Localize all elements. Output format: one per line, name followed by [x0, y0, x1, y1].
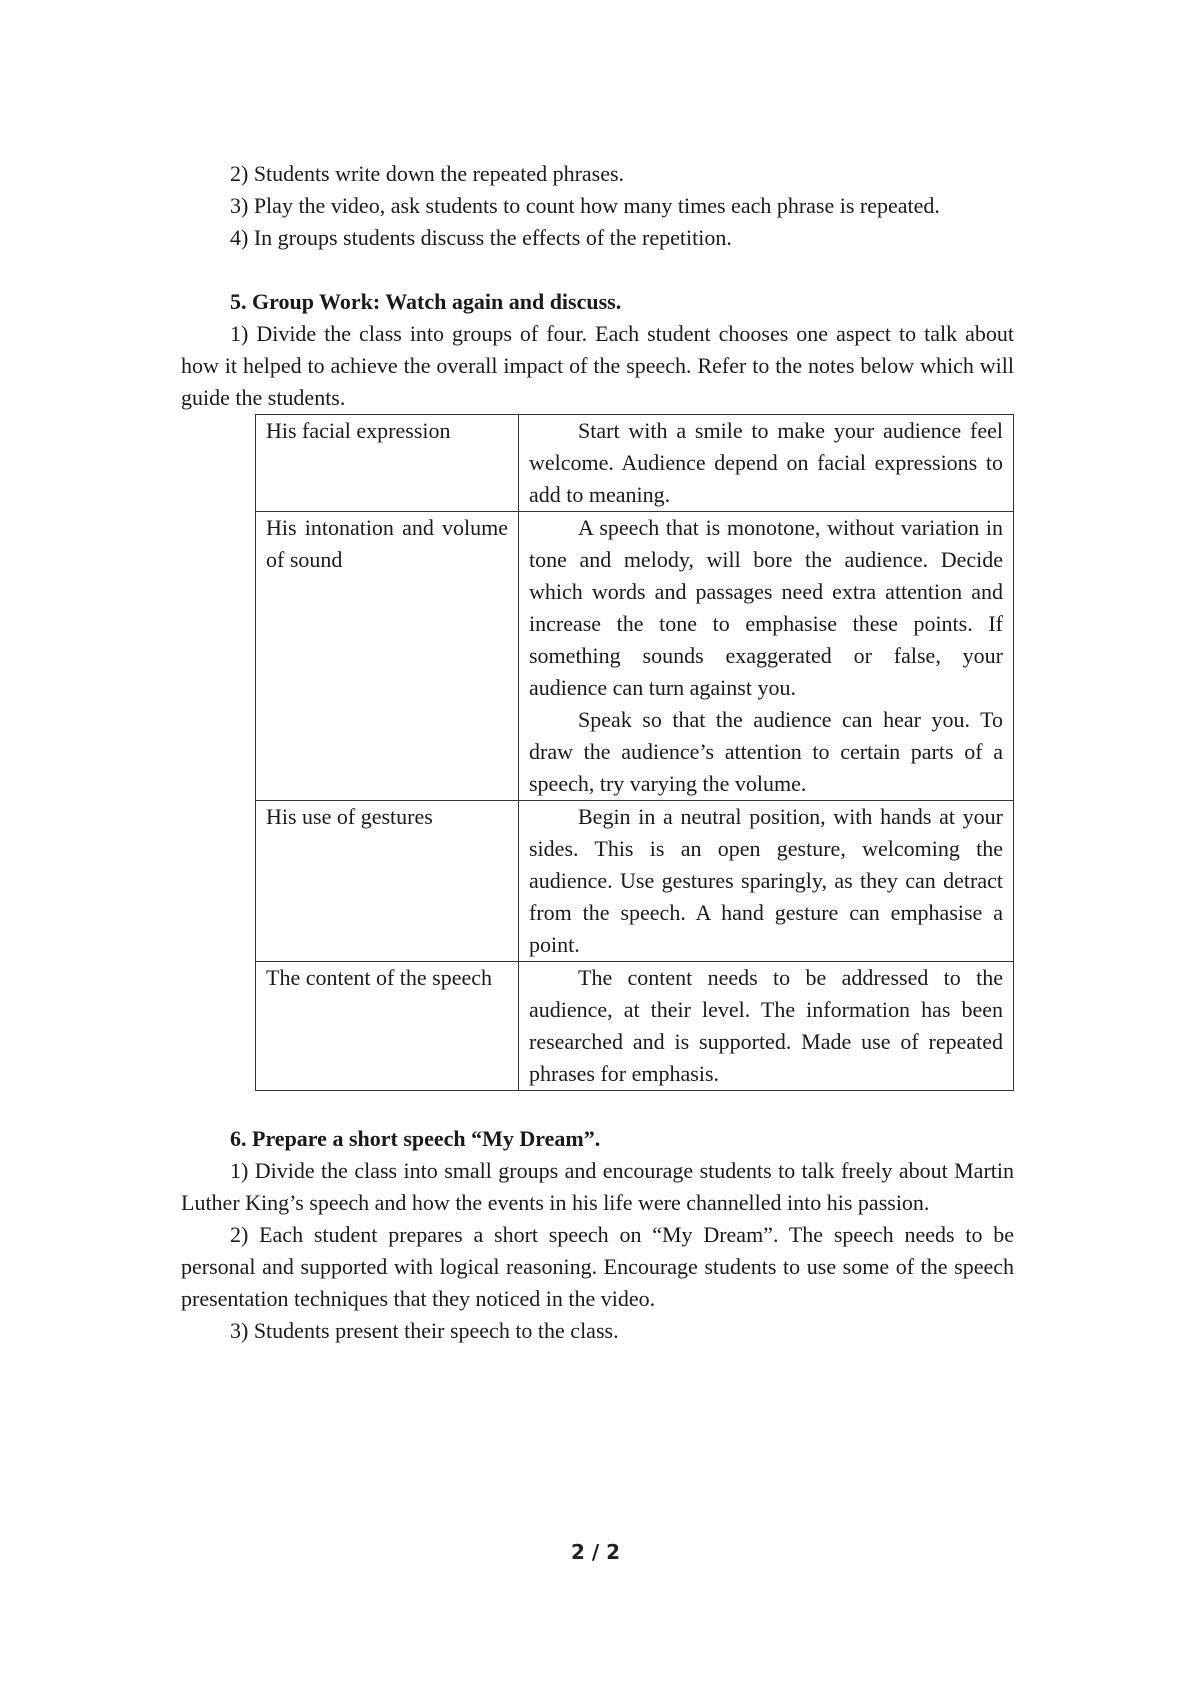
table-row: [256, 512, 1014, 801]
aspect-cell: [256, 512, 519, 801]
intro-step: 3) Play the video, ask students to count how many times each phrase is repeated.: [230, 193, 940, 218]
aspect-label: His facial expression: [266, 418, 451, 443]
intro-step: 2) Students write down the repeated phrases.: [230, 161, 625, 186]
section-6-step: 3) Students present their speech to the class.: [230, 1318, 619, 1343]
aspect-cell: [256, 962, 519, 1091]
page-content: [181, 158, 1014, 1347]
page-number: 2 / 2: [570, 1540, 621, 1564]
note-cell: [519, 962, 1014, 1091]
section-5-paragraph: 1) Divide the class into groups of four. Each student chooses one aspect to talk about how it helped to achieve the overall impact of the speech. Refer to the notes below which will guide the students.: [181, 321, 1014, 410]
intro-step: 4) In groups students discuss the effects of the repetition.: [230, 225, 732, 250]
spacer: [181, 254, 1014, 286]
note-cell: [519, 512, 1014, 801]
note-cell: [519, 801, 1014, 962]
aspect-cell: [256, 801, 519, 962]
table-row: [256, 962, 1014, 1091]
note-paragraph: Speak so that the audience can hear you. To draw the audience’s attention to certain parts of a speech, try varying the volume.: [529, 707, 1003, 796]
aspect-label: The content of the speech: [266, 965, 493, 990]
section-6-heading: 6. Prepare a short speech “My Dream”.: [230, 1126, 601, 1151]
speech-notes-table: [255, 414, 1014, 1091]
note-paragraph: The content needs to be addressed to the audience, at their level. The information has been researched and is supported. Made use of repeated phrases for emphasis.: [529, 965, 1003, 1086]
table-row: [256, 415, 1014, 512]
note-paragraph: Start with a smile to make your audience feel welcome. Audience depend on facial expressions to add to meaning.: [529, 418, 1003, 507]
table-row: [256, 801, 1014, 962]
note-paragraph: Begin in a neutral position, with hands at your sides. This is an open gesture, welcoming the audience. Use gestures sparingly, as they can detract from the speech. A hand gesture can emphasise a point.: [529, 804, 1003, 957]
section-6-step: 2) Each student prepares a short speech on “My Dream”. The speech needs to be personal and supported with logical reasoning. Encourage students to use some of the speech presentation techniques that they noticed in the video.: [181, 1222, 1014, 1311]
spacer: [181, 1091, 1014, 1123]
section-6-step: 1) Divide the class into small groups and encourage students to talk freely about Martin Luther King’s speech and how the events in his life were channelled into his passion.: [181, 1158, 1014, 1215]
note-cell: [519, 415, 1014, 512]
section-5-heading: 5. Group Work: Watch again and discuss.: [230, 289, 622, 314]
aspect-label: His intonation and volume of sound: [266, 515, 508, 572]
note-paragraph: A speech that is monotone, without variation in tone and melody, will bore the audience. Decide which words and passages need extra attention and increase the tone to emphasise these points. If something sounds exaggerated or false, your audience can turn against you.: [529, 515, 1003, 700]
aspect-cell: [256, 415, 519, 512]
aspect-label: His use of gestures: [266, 804, 433, 829]
